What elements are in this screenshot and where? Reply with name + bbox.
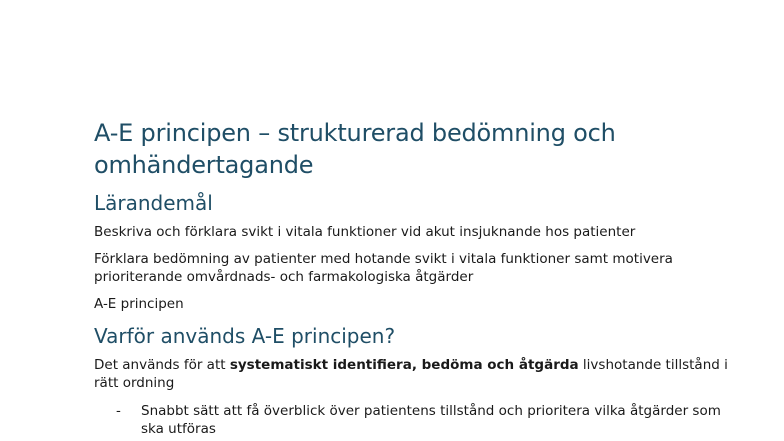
- why-intro: [94, 356, 734, 392]
- why-intro-end: livshotande tillstånd i rätt ordning: [94, 357, 728, 391]
- learning-goal-3: A-E principen: [94, 296, 184, 312]
- learning-goal-1: Beskriva och förklara svikt i vitala funktioner vid akut insjuknande hos patienter: [94, 224, 636, 240]
- why-bullet-list: [94, 402, 734, 438]
- bullet-text: Snabbt sätt att få överblick över patientens tillstånd och prioritera vilka åtgärder som ska utföras: [141, 403, 721, 437]
- list-item: [94, 402, 734, 438]
- why-intro-bold: systematiskt identifiera, bedöma och åtgärda: [229, 357, 579, 373]
- why-intro-start: Det används för att: [94, 357, 230, 373]
- learning-goal-2: Förklara bedömning av patienter med hotande svikt i vitala funktioner samt motivera prioriterande omvårdnads- och farmakologiska åtgärder: [94, 251, 673, 285]
- why-heading: Varför används A-E principen?: [94, 324, 396, 348]
- slide-content: [94, 117, 734, 438]
- slide-title: A-E principen – strukturerad bedömning och omhändertagande: [94, 119, 616, 179]
- learning-goals-heading: Lärandemål: [94, 191, 213, 215]
- bullet-dash: -: [116, 403, 121, 419]
